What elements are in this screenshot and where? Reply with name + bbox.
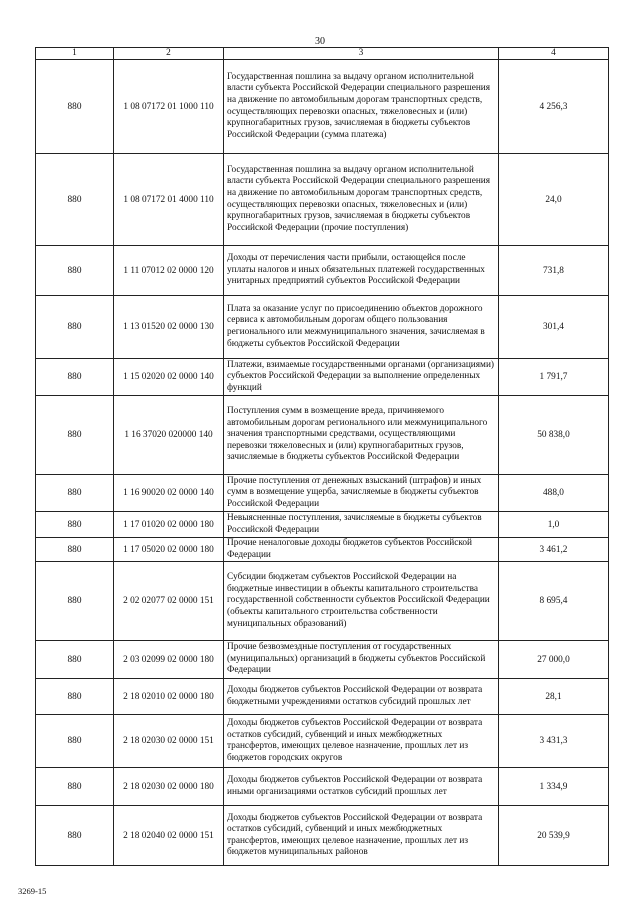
table-body	[36, 60, 609, 866]
admin-code-cell: 880	[36, 396, 114, 475]
admin-code-cell: 880	[36, 538, 114, 562]
description-cell: Государственная пошлина за выдачу органом исполнительной власти субъекта Российской Федерации специального разрешения на движение по автомобильным дорогам транспортных средств, осуществляющих перевозки опасных, тяжеловесных и (или) крупногабаритных грузов, зачисляемая в бюджеты субъектов Российской Федерации (сумма платежа)	[224, 60, 499, 154]
budget-code-cell: 1 08 07172 01 4000 110	[114, 154, 224, 246]
description-cell: Доходы бюджетов субъектов Российской Федерации от возврата остатков субсидий, субвенций и иных межбюджетных трансфертов, имеющих целевое назначение, прошлых лет из бюджетов городских округов	[224, 715, 499, 768]
description-cell: Платежи, взимаемые государственными органами (организациями) субъектов Российской Федерации за выполнение определенных функций	[224, 359, 499, 396]
admin-code-cell: 880	[36, 768, 114, 806]
table-row	[36, 475, 609, 512]
description-cell: Доходы бюджетов субъектов Российской Федерации от возврата иными организациями остатков субсидий прошлых лет	[224, 768, 499, 806]
table-row	[36, 768, 609, 806]
budget-code-cell: 1 17 05020 02 0000 180	[114, 538, 224, 562]
budget-code-cell: 2 18 02040 02 0000 151	[114, 806, 224, 866]
amount-cell: 8 695,4	[499, 562, 609, 641]
admin-code-cell: 880	[36, 641, 114, 679]
amount-cell: 301,4	[499, 296, 609, 359]
amount-cell: 3 431,3	[499, 715, 609, 768]
admin-code-cell: 880	[36, 60, 114, 154]
table-row	[36, 359, 609, 396]
amount-cell: 1 334,9	[499, 768, 609, 806]
description-cell: Государственная пошлина за выдачу органом исполнительной власти субъекта Российской Федерации специального разрешения на движение по автомобильным дорогам транспортных средств, осуществляющих перевозки опасных, тяжеловесных и (или) крупногабаритных грузов, зачисляемая в бюджеты субъектов Российской Федерации (прочие поступления)	[224, 154, 499, 246]
description-cell: Невыясненные поступления, зачисляемые в бюджеты субъектов Российской Федерации	[224, 512, 499, 538]
description-cell: Доходы бюджетов субъектов Российской Федерации от возврата бюджетными учреждениями остатков субсидий прошлых лет	[224, 679, 499, 715]
budget-code-cell: 1 13 01520 02 0000 130	[114, 296, 224, 359]
table-row	[36, 396, 609, 475]
table-row	[36, 246, 609, 296]
budget-code-cell: 2 02 02077 02 0000 151	[114, 562, 224, 641]
admin-code-cell: 880	[36, 806, 114, 866]
budget-code-cell: 2 18 02010 02 0000 180	[114, 679, 224, 715]
column-header-2: 2	[114, 48, 224, 60]
admin-code-cell: 880	[36, 679, 114, 715]
admin-code-cell: 880	[36, 562, 114, 641]
admin-code-cell: 880	[36, 715, 114, 768]
budget-code-cell: 1 17 01020 02 0000 180	[114, 512, 224, 538]
admin-code-cell: 880	[36, 512, 114, 538]
budget-code-cell: 1 15 02020 02 0000 140	[114, 359, 224, 396]
amount-cell: 24,0	[499, 154, 609, 246]
table-row	[36, 562, 609, 641]
description-cell: Доходы бюджетов субъектов Российской Федерации от возврата остатков субсидий, субвенций и иных межбюджетных трансфертов, имеющих целевое назначение, прошлых лет из бюджетов муниципальных районов	[224, 806, 499, 866]
admin-code-cell: 880	[36, 359, 114, 396]
budget-code-cell: 2 18 02030 02 0000 151	[114, 715, 224, 768]
admin-code-cell: 880	[36, 296, 114, 359]
budget-code-cell: 1 16 37020 020000 140	[114, 396, 224, 475]
table-row	[36, 679, 609, 715]
amount-cell: 1 791,7	[499, 359, 609, 396]
amount-cell: 3 461,2	[499, 538, 609, 562]
column-header-3: 3	[224, 48, 499, 60]
table-row	[36, 60, 609, 154]
table-row	[36, 538, 609, 562]
budget-code-cell: 2 18 02030 02 0000 180	[114, 768, 224, 806]
admin-code-cell: 880	[36, 154, 114, 246]
table-row	[36, 715, 609, 768]
amount-cell: 731,8	[499, 246, 609, 296]
description-cell: Доходы от перечисления части прибыли, остающейся после уплаты налогов и иных обязательных платежей государственных унитарных предприятий субъектов Российской Федерации	[224, 246, 499, 296]
amount-cell: 4 256,3	[499, 60, 609, 154]
budget-code-cell: 1 16 90020 02 0000 140	[114, 475, 224, 512]
table-row	[36, 641, 609, 679]
table-row	[36, 154, 609, 246]
description-cell: Прочие поступления от денежных взысканий (штрафов) и иных сумм в возмещение ущерба, зачисляемые в бюджеты субъектов Российской Федерации	[224, 475, 499, 512]
description-cell: Прочие неналоговые доходы бюджетов субъектов Российской Федерации	[224, 538, 499, 562]
description-cell: Субсидии бюджетам субъектов Российской Федерации на бюджетные инвестиции в объекты капитального строительства государственной собственности субъектов Российской Федерации (объекты капитального строительства собственности муниципальных образований)	[224, 562, 499, 641]
budget-code-cell: 1 11 07012 02 0000 120	[114, 246, 224, 296]
table-row	[36, 806, 609, 866]
admin-code-cell: 880	[36, 475, 114, 512]
description-cell: Плата за оказание услуг по присоединению объектов дорожного сервиса к автомобильным дорогам общего пользования регионального или межмуниципального значения, зачисляемая в бюджеты субъектов Российской Федерации	[224, 296, 499, 359]
table-row	[36, 296, 609, 359]
page-number: 30	[315, 36, 325, 47]
revenue-table	[35, 47, 609, 866]
amount-cell: 488,0	[499, 475, 609, 512]
admin-code-cell: 880	[36, 246, 114, 296]
amount-cell: 20 539,9	[499, 806, 609, 866]
amount-cell: 28,1	[499, 679, 609, 715]
amount-cell: 50 838,0	[499, 396, 609, 475]
budget-code-cell: 1 08 07172 01 1000 110	[114, 60, 224, 154]
amount-cell: 27 000,0	[499, 641, 609, 679]
footer-code: 3269-15	[18, 886, 47, 896]
budget-code-cell: 2 03 02099 02 0000 180	[114, 641, 224, 679]
column-header-4: 4	[499, 48, 609, 60]
table-header-row	[36, 48, 609, 60]
description-cell: Прочие безвозмездные поступления от государственных (муниципальных) организаций в бюджеты субъектов Российской Федерации	[224, 641, 499, 679]
description-cell: Поступления сумм в возмещение вреда, причиняемого автомобильным дорогам регионального или межмуниципального значения транспортными средствами, осуществляющими перевозки тяжеловесных и (или) крупногабаритных грузов, зачисляемые в бюджеты субъектов Российской Федерации	[224, 396, 499, 475]
amount-cell: 1,0	[499, 512, 609, 538]
table-row	[36, 512, 609, 538]
column-header-1: 1	[36, 48, 114, 60]
